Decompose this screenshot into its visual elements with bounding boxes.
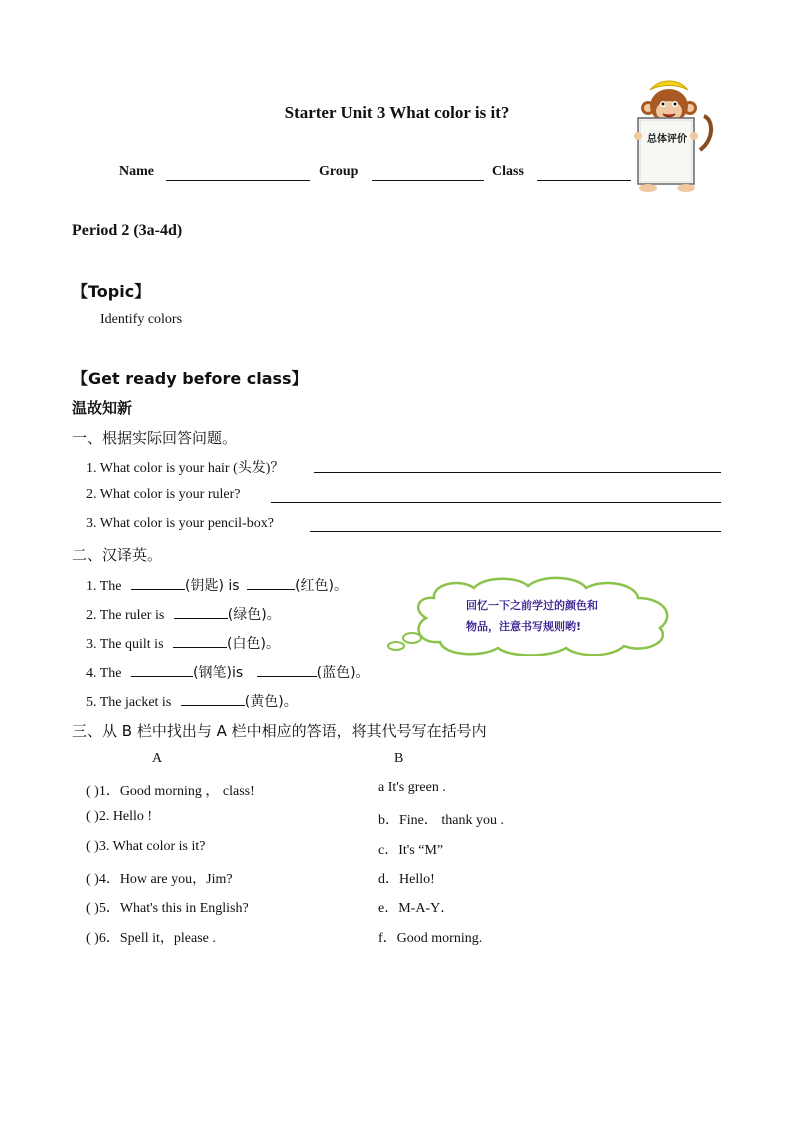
translate-item-3 <box>86 633 280 653</box>
translate-item-4-text-c: (蓝色)。 <box>316 665 370 681</box>
translate-blank-4a[interactable] <box>131 664 193 677</box>
match-row-a-6[interactable]: ( )6．Spell it，please . <box>86 931 216 946</box>
match-row-b-6: f．Good morning. <box>378 931 483 946</box>
translate-item-5-text-b: (黄色)。 <box>244 694 298 710</box>
translate-item-4-text-a: 4. The <box>86 666 122 681</box>
translate-item-4-text-b: (钢笔)is <box>193 665 244 681</box>
translate-item-1-text-b: (钥匙) is <box>185 578 240 594</box>
column-b-label: B <box>394 751 404 766</box>
translate-item-2-text-b: (绿色)。 <box>227 607 281 623</box>
match-row-a-1[interactable]: ( )1．Good morning ， class! <box>86 784 255 799</box>
cloud-shape-icon <box>382 576 678 656</box>
section1-heading: 一、根据实际回答问题。 <box>72 429 238 447</box>
monkey-mascot-image <box>630 80 716 196</box>
match-row-a-5[interactable]: ( )5．What's this in English? <box>86 901 249 916</box>
translate-item-3-text-b: (白色)。 <box>227 636 280 652</box>
translate-blank-1b[interactable] <box>247 577 295 590</box>
translate-blank-5[interactable] <box>181 693 245 706</box>
bubble-line-1: 回忆一下之前学过的颜色和 <box>466 599 598 612</box>
bubble-line-2: 物品，注意书写规则哟! <box>466 620 582 633</box>
column-a-label: A <box>152 751 163 766</box>
class-label: Class <box>492 164 524 179</box>
question-1: 1. What color is your hair (头发)？ <box>86 461 285 476</box>
topic-text: Identify colors <box>100 312 183 327</box>
section3-heading: 三、从 B 栏中找出与 A 栏中相应的答语，将其代号写在括号内 <box>72 722 487 740</box>
match-row-b-2: b．Fine． thank you . <box>378 813 504 828</box>
name-field[interactable] <box>166 164 310 181</box>
translate-item-5 <box>86 691 298 711</box>
class-field[interactable] <box>537 164 631 181</box>
get-ready-header: 【Get ready before class】 <box>72 369 308 388</box>
review-subheading: 温故知新 <box>72 399 133 417</box>
answer-line-3[interactable] <box>310 531 721 532</box>
match-row-a-4[interactable]: ( )4．How are you，Jim? <box>86 872 233 887</box>
match-row-b-4: d．Hello! <box>378 872 435 887</box>
translate-item-2 <box>86 604 281 624</box>
question-3: 3. What color is your pencil-box? <box>86 516 274 531</box>
evaluation-badge-label: 总体评价 <box>647 134 687 145</box>
thought-bubble <box>382 576 678 656</box>
match-row-a-3[interactable]: ( )3. What color is it? <box>86 839 206 854</box>
question-2: 2. What color is your ruler? <box>86 487 241 502</box>
translate-item-1 <box>86 575 348 595</box>
topic-header: 【Topic】 <box>72 282 151 301</box>
translate-item-1-text-a: 1. The <box>86 579 122 594</box>
translate-blank-2[interactable] <box>174 606 228 619</box>
group-label: Group <box>319 164 359 179</box>
answer-line-1[interactable] <box>314 472 721 473</box>
match-row-a-2[interactable]: ( )2. Hello ! <box>86 809 153 824</box>
translate-item-2-text-a: 2. The ruler is <box>86 608 165 623</box>
answer-line-2[interactable] <box>271 502 721 503</box>
translate-blank-3[interactable] <box>173 635 227 648</box>
page-title: Starter Unit 3 What color is it? <box>284 103 510 122</box>
match-row-b-3: c．It's “M” <box>378 843 444 858</box>
period-heading: Period 2 (3a-4d) <box>72 222 183 239</box>
section2-heading: 二、汉译英。 <box>72 546 163 564</box>
match-row-b-5: e．M-A-Y． <box>378 901 455 916</box>
name-label: Name <box>119 164 154 179</box>
translate-item-5-text-a: 5. The jacket is <box>86 695 172 710</box>
translate-blank-1a[interactable] <box>131 577 185 590</box>
group-field[interactable] <box>372 164 484 181</box>
match-row-b-1: a It's green . <box>378 780 446 795</box>
translate-item-3-text-a: 3. The quilt is <box>86 637 164 652</box>
translate-item-1-text-c: (红色)。 <box>295 578 349 594</box>
translate-blank-4b[interactable] <box>257 664 317 677</box>
translate-item-4 <box>86 662 370 682</box>
